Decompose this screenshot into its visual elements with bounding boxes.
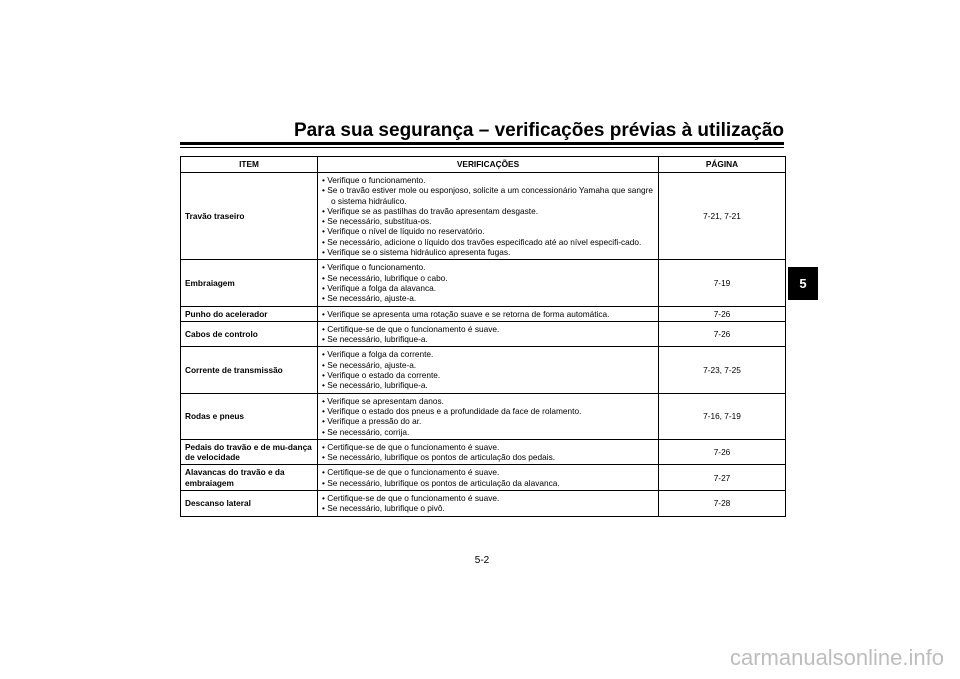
page-number: 5-2 [474,555,490,566]
table-row [181,306,786,321]
checks-list [322,442,655,463]
page-reference: 7-26 [659,306,786,321]
checks-list [322,349,655,390]
check-item: • Verifique se as pastilhas do travão apresentam desgaste. [322,206,655,216]
page-reference: 7-21, 7-21 [659,173,786,260]
title-rule-thick [180,142,784,145]
check-item: • Se necessário, lubrifique o pivô. [322,503,655,513]
check-item: • Verifique se apresenta uma rotação suave e se retorna de forma automática. [322,309,655,319]
table-row [181,393,786,439]
table-header-row [181,157,786,173]
check-item: • Verifique o estado dos pneus e a profundidade da face de rolamento. [322,406,655,416]
checks-cell [318,321,659,347]
checks-cell [318,173,659,260]
check-item: • Verifique o estado da corrente. [322,370,655,380]
check-item: • Se necessário, lubrifique os pontos de articulação da alavanca. [322,478,655,488]
table-row [181,173,786,260]
check-item: • Certifique-se de que o funcionamento é suave. [322,493,655,503]
checks-cell [318,439,659,465]
check-item: • Verifique o funcionamento. [322,262,655,272]
check-item: • Verifique a folga da corrente. [322,349,655,359]
item-name: Corrente de transmissão [181,347,318,393]
check-item: • Verifique o funcionamento. [322,175,655,185]
title-rule-thin [180,147,784,148]
page-title: Para sua segurança – verificações prévias à utilização [293,120,784,141]
check-item: • Se necessário, lubrifique-a. [322,334,655,344]
check-item: • Se o travão estiver mole ou esponjoso, solicite a um concessionário Yamaha que sangre o sistema hidráulico. [322,185,655,206]
checks-list [322,309,655,319]
table-body [181,173,786,517]
check-item: • Se necessário, ajuste-a. [322,293,655,303]
checks-list [322,467,655,488]
check-item: • Certifique-se de que o funcionamento é suave. [322,324,655,334]
page-reference: 7-19 [659,260,786,306]
item-name: Descanso lateral [181,491,318,517]
table-row [181,260,786,306]
item-name: Pedais do travão e de mu-dança de velocidade [181,439,318,465]
table-row [181,491,786,517]
page-reference: 7-23, 7-25 [659,347,786,393]
page-reference: 7-16, 7-19 [659,393,786,439]
check-item: • Se necessário, ajuste-a. [322,360,655,370]
table-row [181,439,786,465]
column-header-checks: VERIFICAÇÕES [318,157,659,173]
table-row [181,347,786,393]
pre-operation-checks-table [180,156,786,517]
table-row [181,465,786,491]
check-item: • Se necessário, corrija. [322,427,655,437]
checks-list [322,396,655,437]
page-reference: 7-28 [659,491,786,517]
check-item: • Se necessário, substitua-os. [322,216,655,226]
check-item: • Se necessário, lubrifique o cabo. [322,273,655,283]
check-item: • Certifique-se de que o funcionamento é suave. [322,442,655,452]
checks-list [322,493,655,514]
item-name: Punho do acelerador [181,306,318,321]
table-row [181,321,786,347]
item-name: Travão traseiro [181,173,318,260]
check-item: • Verifique o nível de líquido no reservatório. [322,226,655,236]
checks-list [322,175,655,257]
page-reference: 7-26 [659,321,786,347]
page-reference: 7-27 [659,465,786,491]
checks-list [322,262,655,303]
checks-cell [318,393,659,439]
checks-cell [318,306,659,321]
chapter-tab[interactable]: 5 [788,267,818,300]
checks-cell [318,465,659,491]
checks-cell [318,347,659,393]
check-item: • Se necessário, lubrifique os pontos de articulação dos pedais. [322,452,655,462]
column-header-page: PÁGINA [659,157,786,173]
check-item: • Se necessário, adicione o líquido dos travões especificado até ao nível especifi-cado. [322,237,655,247]
checks-cell [318,260,659,306]
watermark: carmanualsonline.info [729,645,944,670]
check-item: • Verifique se o sistema hidráulico apresenta fugas. [322,247,655,257]
check-item: • Se necessário, lubrifique-a. [322,380,655,390]
column-header-item: ITEM [181,157,318,173]
item-name: Cabos de controlo [181,321,318,347]
check-item: • Verifique a folga da alavanca. [322,283,655,293]
page-reference: 7-26 [659,439,786,465]
check-item: • Verifique se apresentam danos. [322,396,655,406]
item-name: Alavancas do travão e da embraiagem [181,465,318,491]
checks-list [322,324,655,345]
check-item: • Verifique a pressão do ar. [322,416,655,426]
check-item: • Certifique-se de que o funcionamento é suave. [322,467,655,477]
item-name: Rodas e pneus [181,393,318,439]
item-name: Embraiagem [181,260,318,306]
checks-cell [318,491,659,517]
